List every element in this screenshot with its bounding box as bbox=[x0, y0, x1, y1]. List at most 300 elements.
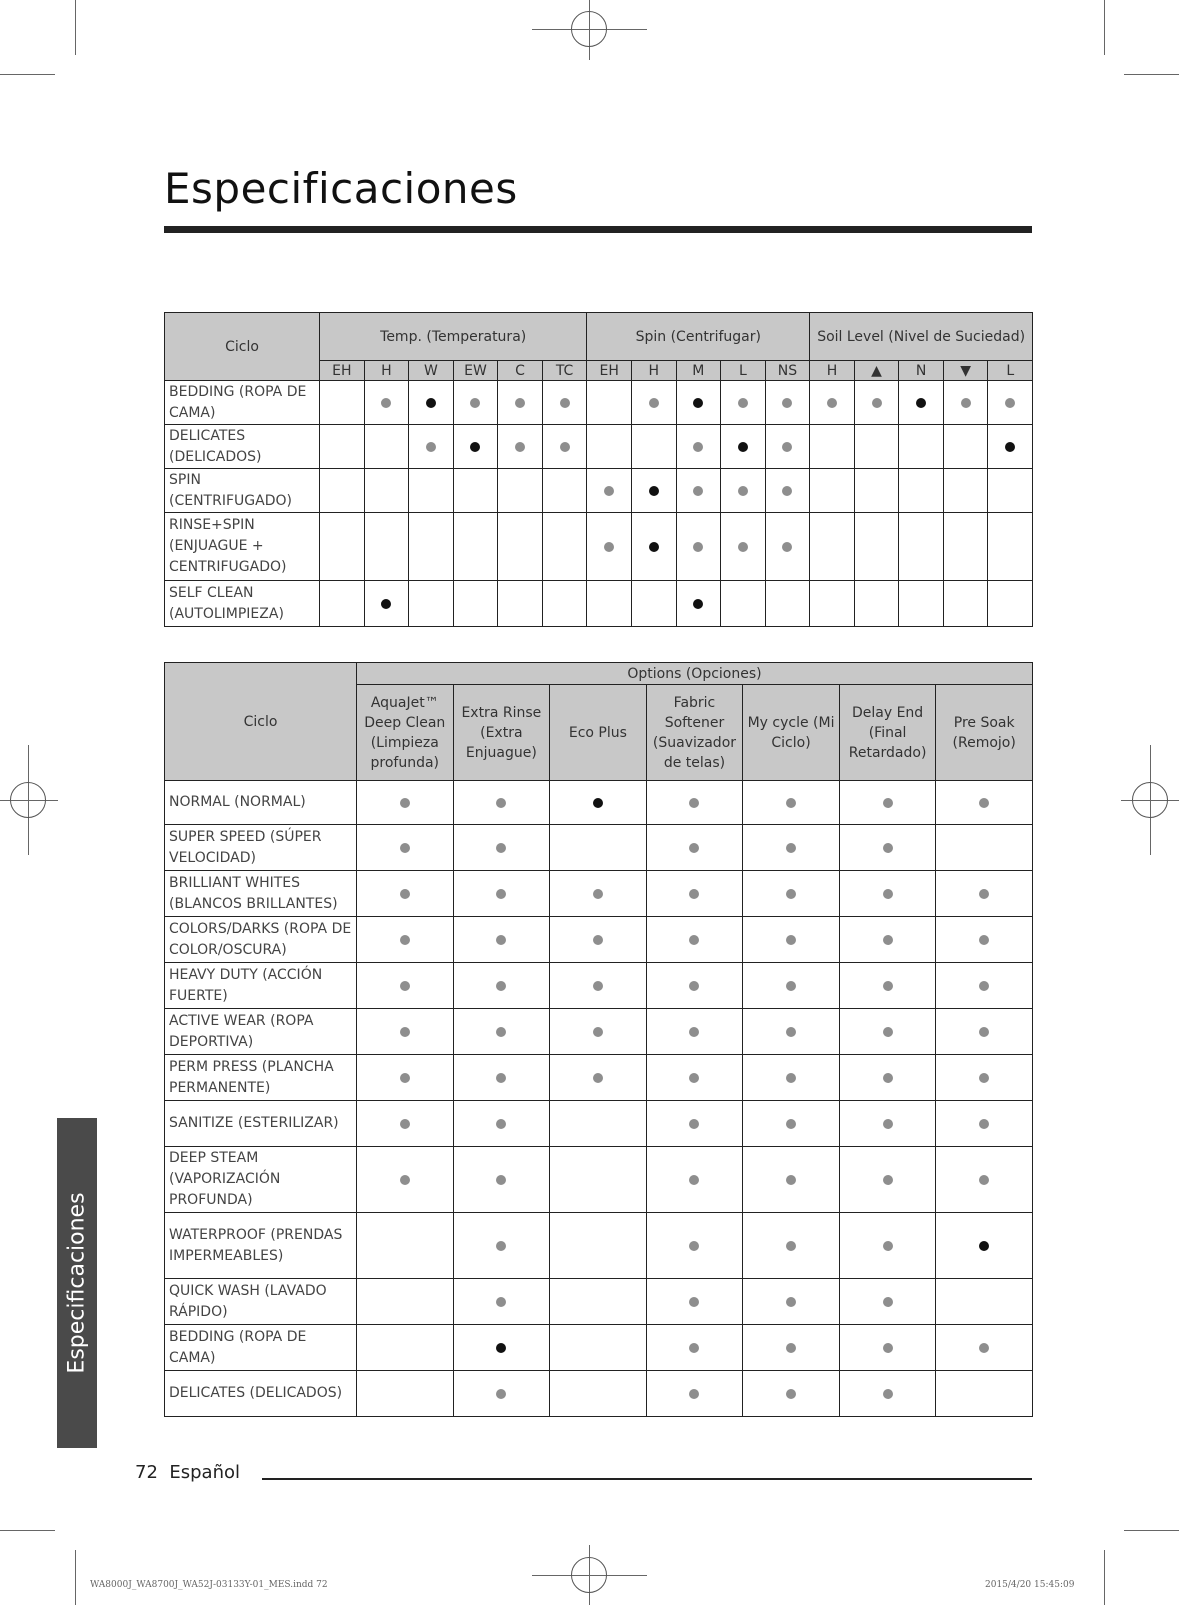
table-cell bbox=[676, 513, 721, 581]
subheader-cell: EH bbox=[320, 361, 365, 381]
table-cell bbox=[676, 425, 721, 469]
available-dot-icon bbox=[786, 1027, 796, 1037]
cycle-label: SPIN (CENTRIFUGADO) bbox=[165, 469, 320, 513]
available-dot-icon bbox=[689, 1389, 699, 1399]
table-cell bbox=[409, 425, 454, 469]
imprint-timestamp: 2015/4/20 15:45:09 bbox=[985, 1580, 1075, 1590]
imprint-file: WA8000J_WA8700J_WA52J-03133Y-01_MES.indd 72 bbox=[90, 1580, 328, 1590]
available-dot-icon bbox=[649, 398, 659, 408]
page-title: Especificaciones bbox=[164, 164, 518, 213]
available-dot-icon bbox=[979, 981, 989, 991]
available-dot-icon bbox=[883, 981, 893, 991]
available-dot-icon bbox=[496, 889, 506, 899]
cycle-label: DELICATES (DELICADOS) bbox=[165, 1371, 357, 1417]
table-cell bbox=[839, 1279, 936, 1325]
table-row bbox=[165, 825, 1033, 871]
available-dot-icon bbox=[689, 935, 699, 945]
table-cell bbox=[320, 469, 365, 513]
crop-mark bbox=[0, 1530, 55, 1531]
table-cell bbox=[936, 963, 1033, 1009]
default-dot-icon bbox=[693, 398, 703, 408]
available-dot-icon bbox=[786, 935, 796, 945]
option-header-fabric-softener: Fabric Softener (Suavizador de telas) bbox=[646, 685, 743, 781]
table-cell bbox=[936, 1101, 1033, 1147]
option-header-pre-soak: Pre Soak (Remojo) bbox=[936, 685, 1033, 781]
available-dot-icon bbox=[782, 398, 792, 408]
cycle-label: SELF CLEAN (AUTOLIMPIEZA) bbox=[165, 581, 320, 627]
available-dot-icon bbox=[883, 889, 893, 899]
table-row bbox=[165, 381, 1033, 425]
table-cell bbox=[943, 469, 988, 513]
table-cell bbox=[409, 581, 454, 627]
table-cell bbox=[721, 581, 766, 627]
table-cell bbox=[646, 1147, 743, 1213]
table-cell bbox=[936, 917, 1033, 963]
available-dot-icon bbox=[883, 1027, 893, 1037]
available-dot-icon bbox=[693, 442, 703, 452]
available-dot-icon bbox=[883, 798, 893, 808]
table-row bbox=[165, 1009, 1033, 1055]
registration-circle bbox=[10, 782, 46, 818]
cycle-label: BEDDING (ROPA DE CAMA) bbox=[165, 381, 320, 425]
subheader-cell: EH bbox=[587, 361, 632, 381]
available-dot-icon bbox=[786, 1343, 796, 1353]
cycle-header: Ciclo bbox=[165, 663, 357, 781]
available-dot-icon bbox=[883, 1297, 893, 1307]
table-row bbox=[165, 1055, 1033, 1101]
cycle-label: SANITIZE (ESTERILIZAR) bbox=[165, 1101, 357, 1147]
table-row bbox=[165, 1213, 1033, 1279]
table-cell bbox=[646, 917, 743, 963]
available-dot-icon bbox=[593, 935, 603, 945]
available-dot-icon bbox=[979, 1027, 989, 1037]
subheader-cell: H bbox=[631, 361, 676, 381]
subheader-cell: H bbox=[810, 361, 855, 381]
table-row bbox=[165, 871, 1033, 917]
page-number: 72 bbox=[135, 1462, 158, 1483]
cycle-header: Ciclo bbox=[165, 313, 320, 381]
available-dot-icon bbox=[496, 843, 506, 853]
available-dot-icon bbox=[593, 1027, 603, 1037]
available-dot-icon bbox=[381, 398, 391, 408]
table-row bbox=[165, 963, 1033, 1009]
available-dot-icon bbox=[883, 1073, 893, 1083]
default-dot-icon bbox=[593, 798, 603, 808]
table-cell bbox=[646, 1055, 743, 1101]
subheader-cell: ▼ bbox=[943, 361, 988, 381]
table-cell bbox=[899, 381, 944, 425]
available-dot-icon bbox=[782, 486, 792, 496]
table-cell bbox=[320, 425, 365, 469]
table-cell bbox=[357, 917, 454, 963]
table-cell bbox=[743, 871, 840, 917]
table-row bbox=[165, 581, 1033, 627]
available-dot-icon bbox=[496, 1241, 506, 1251]
available-dot-icon bbox=[689, 1241, 699, 1251]
table-cell bbox=[498, 581, 543, 627]
table-cell bbox=[810, 425, 855, 469]
table-cell bbox=[646, 1101, 743, 1147]
available-dot-icon bbox=[470, 398, 480, 408]
table-cell bbox=[542, 581, 587, 627]
table-cell bbox=[453, 963, 550, 1009]
table-cell bbox=[646, 871, 743, 917]
table-cell bbox=[743, 963, 840, 1009]
available-dot-icon bbox=[782, 442, 792, 452]
available-dot-icon bbox=[786, 843, 796, 853]
table-cell bbox=[943, 425, 988, 469]
table-cell bbox=[646, 825, 743, 871]
table-cell bbox=[646, 1009, 743, 1055]
table-cell bbox=[453, 1325, 550, 1371]
table-cell bbox=[743, 1371, 840, 1417]
table-cell bbox=[542, 381, 587, 425]
table-cell bbox=[453, 825, 550, 871]
available-dot-icon bbox=[883, 843, 893, 853]
subheader-cell: M bbox=[676, 361, 721, 381]
table-cell bbox=[550, 1101, 647, 1147]
table-cell bbox=[357, 1009, 454, 1055]
table-cell bbox=[364, 513, 409, 581]
soil-level-group-header: Soil Level (Nivel de Suciedad) bbox=[810, 313, 1033, 361]
available-dot-icon bbox=[689, 1297, 699, 1307]
spin-group-header: Spin (Centrifugar) bbox=[587, 313, 810, 361]
available-dot-icon bbox=[496, 798, 506, 808]
cycle-label: COLORS/DARKS (ROPA DE COLOR/OSCURA) bbox=[165, 917, 357, 963]
table-cell bbox=[550, 825, 647, 871]
options-group-header: Options (Opciones) bbox=[357, 663, 1033, 685]
table-cell bbox=[936, 871, 1033, 917]
table-cell bbox=[453, 425, 498, 469]
table-cell bbox=[498, 425, 543, 469]
table-cell bbox=[364, 581, 409, 627]
table-row bbox=[165, 513, 1033, 581]
table-cell bbox=[357, 1371, 454, 1417]
table-cell bbox=[587, 381, 632, 425]
table-cell bbox=[550, 781, 647, 825]
table-cell bbox=[587, 469, 632, 513]
table-cell bbox=[357, 781, 454, 825]
table-cell bbox=[676, 581, 721, 627]
cycle-label: BRILLIANT WHITES (BLANCOS BRILLANTES) bbox=[165, 871, 357, 917]
default-dot-icon bbox=[693, 599, 703, 609]
table-cell bbox=[453, 1147, 550, 1213]
table-cell bbox=[357, 1055, 454, 1101]
available-dot-icon bbox=[979, 1073, 989, 1083]
option-header-delay-end: Delay End (Final Retardado) bbox=[839, 685, 936, 781]
subheader-cell: EW bbox=[453, 361, 498, 381]
table-cell bbox=[453, 917, 550, 963]
available-dot-icon bbox=[604, 542, 614, 552]
table-cell bbox=[988, 381, 1033, 425]
crop-mark bbox=[75, 1550, 76, 1605]
available-dot-icon bbox=[496, 981, 506, 991]
table-cell bbox=[839, 1147, 936, 1213]
table-cell bbox=[899, 513, 944, 581]
available-dot-icon bbox=[883, 1175, 893, 1185]
cycle-label: QUICK WASH (LAVADO RÁPIDO) bbox=[165, 1279, 357, 1325]
cycle-label: BEDDING (ROPA DE CAMA) bbox=[165, 1325, 357, 1371]
available-dot-icon bbox=[400, 1073, 410, 1083]
table-row bbox=[165, 469, 1033, 513]
cycle-label: ACTIVE WEAR (ROPA DEPORTIVA) bbox=[165, 1009, 357, 1055]
available-dot-icon bbox=[515, 442, 525, 452]
table-cell bbox=[810, 469, 855, 513]
available-dot-icon bbox=[400, 843, 410, 853]
table-cell bbox=[409, 469, 454, 513]
registration-circle bbox=[571, 1557, 607, 1593]
default-dot-icon bbox=[381, 599, 391, 609]
available-dot-icon bbox=[883, 935, 893, 945]
table-cell bbox=[409, 381, 454, 425]
available-dot-icon bbox=[872, 398, 882, 408]
temperature-group-header: Temp. (Temperatura) bbox=[320, 313, 587, 361]
table-cell bbox=[988, 581, 1033, 627]
table-cell bbox=[453, 1371, 550, 1417]
table-cell bbox=[943, 381, 988, 425]
table-cell bbox=[765, 513, 810, 581]
table-cell bbox=[646, 1371, 743, 1417]
table-cell bbox=[810, 581, 855, 627]
available-dot-icon bbox=[604, 486, 614, 496]
table-cell bbox=[646, 1279, 743, 1325]
table-cell bbox=[357, 963, 454, 1009]
table-cell bbox=[839, 1101, 936, 1147]
table-cell bbox=[364, 469, 409, 513]
available-dot-icon bbox=[883, 1241, 893, 1251]
available-dot-icon bbox=[496, 1175, 506, 1185]
available-dot-icon bbox=[693, 486, 703, 496]
crop-mark bbox=[0, 74, 55, 75]
table-cell bbox=[550, 1325, 647, 1371]
default-dot-icon bbox=[496, 1343, 506, 1353]
table-cell bbox=[988, 469, 1033, 513]
table-cell bbox=[646, 963, 743, 1009]
table-row bbox=[165, 1147, 1033, 1213]
table-cell bbox=[453, 781, 550, 825]
table-cell bbox=[765, 425, 810, 469]
available-dot-icon bbox=[782, 542, 792, 552]
cycle-label: DEEP STEAM (VAPORIZACIÓN PROFUNDA) bbox=[165, 1147, 357, 1213]
table-cell bbox=[839, 1009, 936, 1055]
available-dot-icon bbox=[786, 798, 796, 808]
cycle-label: PERM PRESS (PLANCHA PERMANENTE) bbox=[165, 1055, 357, 1101]
table-cell bbox=[646, 1213, 743, 1279]
table-cell bbox=[743, 1055, 840, 1101]
cycle-spec-table bbox=[164, 312, 1033, 627]
table-row bbox=[165, 425, 1033, 469]
table-cell bbox=[453, 469, 498, 513]
table-cell bbox=[498, 469, 543, 513]
subheader-cell: C bbox=[498, 361, 543, 381]
table-cell bbox=[899, 469, 944, 513]
available-dot-icon bbox=[979, 798, 989, 808]
available-dot-icon bbox=[786, 1073, 796, 1083]
table-cell bbox=[839, 1213, 936, 1279]
table-cell bbox=[721, 469, 766, 513]
table-cell bbox=[988, 425, 1033, 469]
table-cell bbox=[542, 513, 587, 581]
table-cell bbox=[550, 1279, 647, 1325]
available-dot-icon bbox=[593, 981, 603, 991]
available-dot-icon bbox=[979, 1119, 989, 1129]
side-tab-label: Especificaciones bbox=[64, 1192, 90, 1374]
table-cell bbox=[453, 871, 550, 917]
option-header-aquajet-deep: AquaJet™ Deep Clean (Limpieza profunda) bbox=[357, 685, 454, 781]
table-row bbox=[165, 1325, 1033, 1371]
available-dot-icon bbox=[979, 889, 989, 899]
available-dot-icon bbox=[689, 843, 699, 853]
crop-mark bbox=[1104, 0, 1105, 55]
default-dot-icon bbox=[470, 442, 480, 452]
default-dot-icon bbox=[916, 398, 926, 408]
table-cell bbox=[936, 1055, 1033, 1101]
table-cell bbox=[854, 425, 899, 469]
default-dot-icon bbox=[649, 542, 659, 552]
option-header-eco-plus: Eco Plus bbox=[550, 685, 647, 781]
available-dot-icon bbox=[979, 1343, 989, 1353]
table-cell bbox=[936, 1279, 1033, 1325]
available-dot-icon bbox=[400, 935, 410, 945]
table-cell bbox=[839, 825, 936, 871]
available-dot-icon bbox=[496, 1389, 506, 1399]
option-header-extra-rinse: Extra Rinse (Extra Enjuague) bbox=[453, 685, 550, 781]
available-dot-icon bbox=[593, 1073, 603, 1083]
available-dot-icon bbox=[426, 442, 436, 452]
available-dot-icon bbox=[786, 981, 796, 991]
available-dot-icon bbox=[496, 1027, 506, 1037]
table-cell bbox=[357, 871, 454, 917]
table-cell bbox=[765, 469, 810, 513]
available-dot-icon bbox=[979, 1175, 989, 1185]
available-dot-icon bbox=[515, 398, 525, 408]
cycle-label: NORMAL (NORMAL) bbox=[165, 781, 357, 825]
table-cell bbox=[676, 381, 721, 425]
table-cell bbox=[631, 469, 676, 513]
table-cell bbox=[453, 1213, 550, 1279]
table-cell bbox=[854, 513, 899, 581]
table-cell bbox=[357, 1101, 454, 1147]
table-row bbox=[165, 1371, 1033, 1417]
side-section-tab bbox=[57, 1118, 97, 1448]
default-dot-icon bbox=[426, 398, 436, 408]
default-dot-icon bbox=[979, 1241, 989, 1251]
table-cell bbox=[765, 581, 810, 627]
available-dot-icon bbox=[689, 1119, 699, 1129]
cycle-label: HEAVY DUTY (ACCIÓN FUERTE) bbox=[165, 963, 357, 1009]
table-cell bbox=[498, 513, 543, 581]
subheader-cell: ▲ bbox=[854, 361, 899, 381]
table-cell bbox=[453, 1101, 550, 1147]
table-cell bbox=[854, 581, 899, 627]
table-cell bbox=[936, 1147, 1033, 1213]
cycle-label: SUPER SPEED (SÚPER VELOCIDAD) bbox=[165, 825, 357, 871]
table-cell bbox=[498, 381, 543, 425]
registration-circle bbox=[1132, 782, 1168, 818]
available-dot-icon bbox=[689, 889, 699, 899]
table-cell bbox=[550, 917, 647, 963]
subheader-cell: L bbox=[721, 361, 766, 381]
table-cell bbox=[550, 963, 647, 1009]
table-cell bbox=[409, 513, 454, 581]
available-dot-icon bbox=[593, 889, 603, 899]
table-cell bbox=[839, 781, 936, 825]
table-cell bbox=[550, 1009, 647, 1055]
table-cell bbox=[936, 781, 1033, 825]
table-cell bbox=[631, 581, 676, 627]
table-cell bbox=[936, 1325, 1033, 1371]
page-footer bbox=[135, 1462, 240, 1483]
table-cell bbox=[839, 871, 936, 917]
crop-mark bbox=[1124, 1530, 1179, 1531]
table-cell bbox=[542, 425, 587, 469]
table-cell bbox=[899, 425, 944, 469]
available-dot-icon bbox=[400, 981, 410, 991]
table-cell bbox=[550, 1055, 647, 1101]
table-cell bbox=[453, 1055, 550, 1101]
table-cell bbox=[550, 871, 647, 917]
table-cell bbox=[357, 1213, 454, 1279]
table-cell bbox=[854, 469, 899, 513]
table-cell bbox=[743, 781, 840, 825]
table-cell bbox=[364, 381, 409, 425]
option-header-my-cycle: My cycle (Mi Ciclo) bbox=[743, 685, 840, 781]
available-dot-icon bbox=[496, 1073, 506, 1083]
table-cell bbox=[364, 425, 409, 469]
available-dot-icon bbox=[400, 1027, 410, 1037]
table-cell bbox=[743, 825, 840, 871]
available-dot-icon bbox=[786, 1241, 796, 1251]
table-cell bbox=[357, 1279, 454, 1325]
available-dot-icon bbox=[400, 798, 410, 808]
table-cell bbox=[587, 425, 632, 469]
table-cell bbox=[839, 1371, 936, 1417]
table-cell bbox=[743, 1147, 840, 1213]
table-cell bbox=[320, 581, 365, 627]
subheader-cell: TC bbox=[542, 361, 587, 381]
table-cell bbox=[550, 1147, 647, 1213]
cycle-label: RINSE+SPIN (ENJUAGUE + CENTRIFUGADO) bbox=[165, 513, 320, 581]
table-cell bbox=[646, 781, 743, 825]
available-dot-icon bbox=[496, 1297, 506, 1307]
table-cell bbox=[320, 381, 365, 425]
available-dot-icon bbox=[827, 398, 837, 408]
table-row bbox=[165, 781, 1033, 825]
available-dot-icon bbox=[400, 889, 410, 899]
available-dot-icon bbox=[786, 1389, 796, 1399]
cycle-label: WATERPROOF (PRENDAS IMPERMEABLES) bbox=[165, 1213, 357, 1279]
available-dot-icon bbox=[689, 1175, 699, 1185]
table-cell bbox=[743, 917, 840, 963]
table-cell bbox=[936, 1009, 1033, 1055]
table-cell bbox=[453, 1009, 550, 1055]
subheader-cell: N bbox=[899, 361, 944, 381]
table-cell bbox=[765, 381, 810, 425]
available-dot-icon bbox=[1005, 398, 1015, 408]
available-dot-icon bbox=[883, 1343, 893, 1353]
table-cell bbox=[453, 1279, 550, 1325]
table-cell bbox=[743, 1279, 840, 1325]
crop-mark bbox=[1104, 1550, 1105, 1605]
table-cell bbox=[676, 469, 721, 513]
table-cell bbox=[936, 825, 1033, 871]
table-cell bbox=[550, 1371, 647, 1417]
available-dot-icon bbox=[883, 1119, 893, 1129]
table-cell bbox=[839, 963, 936, 1009]
table-cell bbox=[357, 1325, 454, 1371]
available-dot-icon bbox=[693, 542, 703, 552]
table-cell bbox=[743, 1325, 840, 1371]
